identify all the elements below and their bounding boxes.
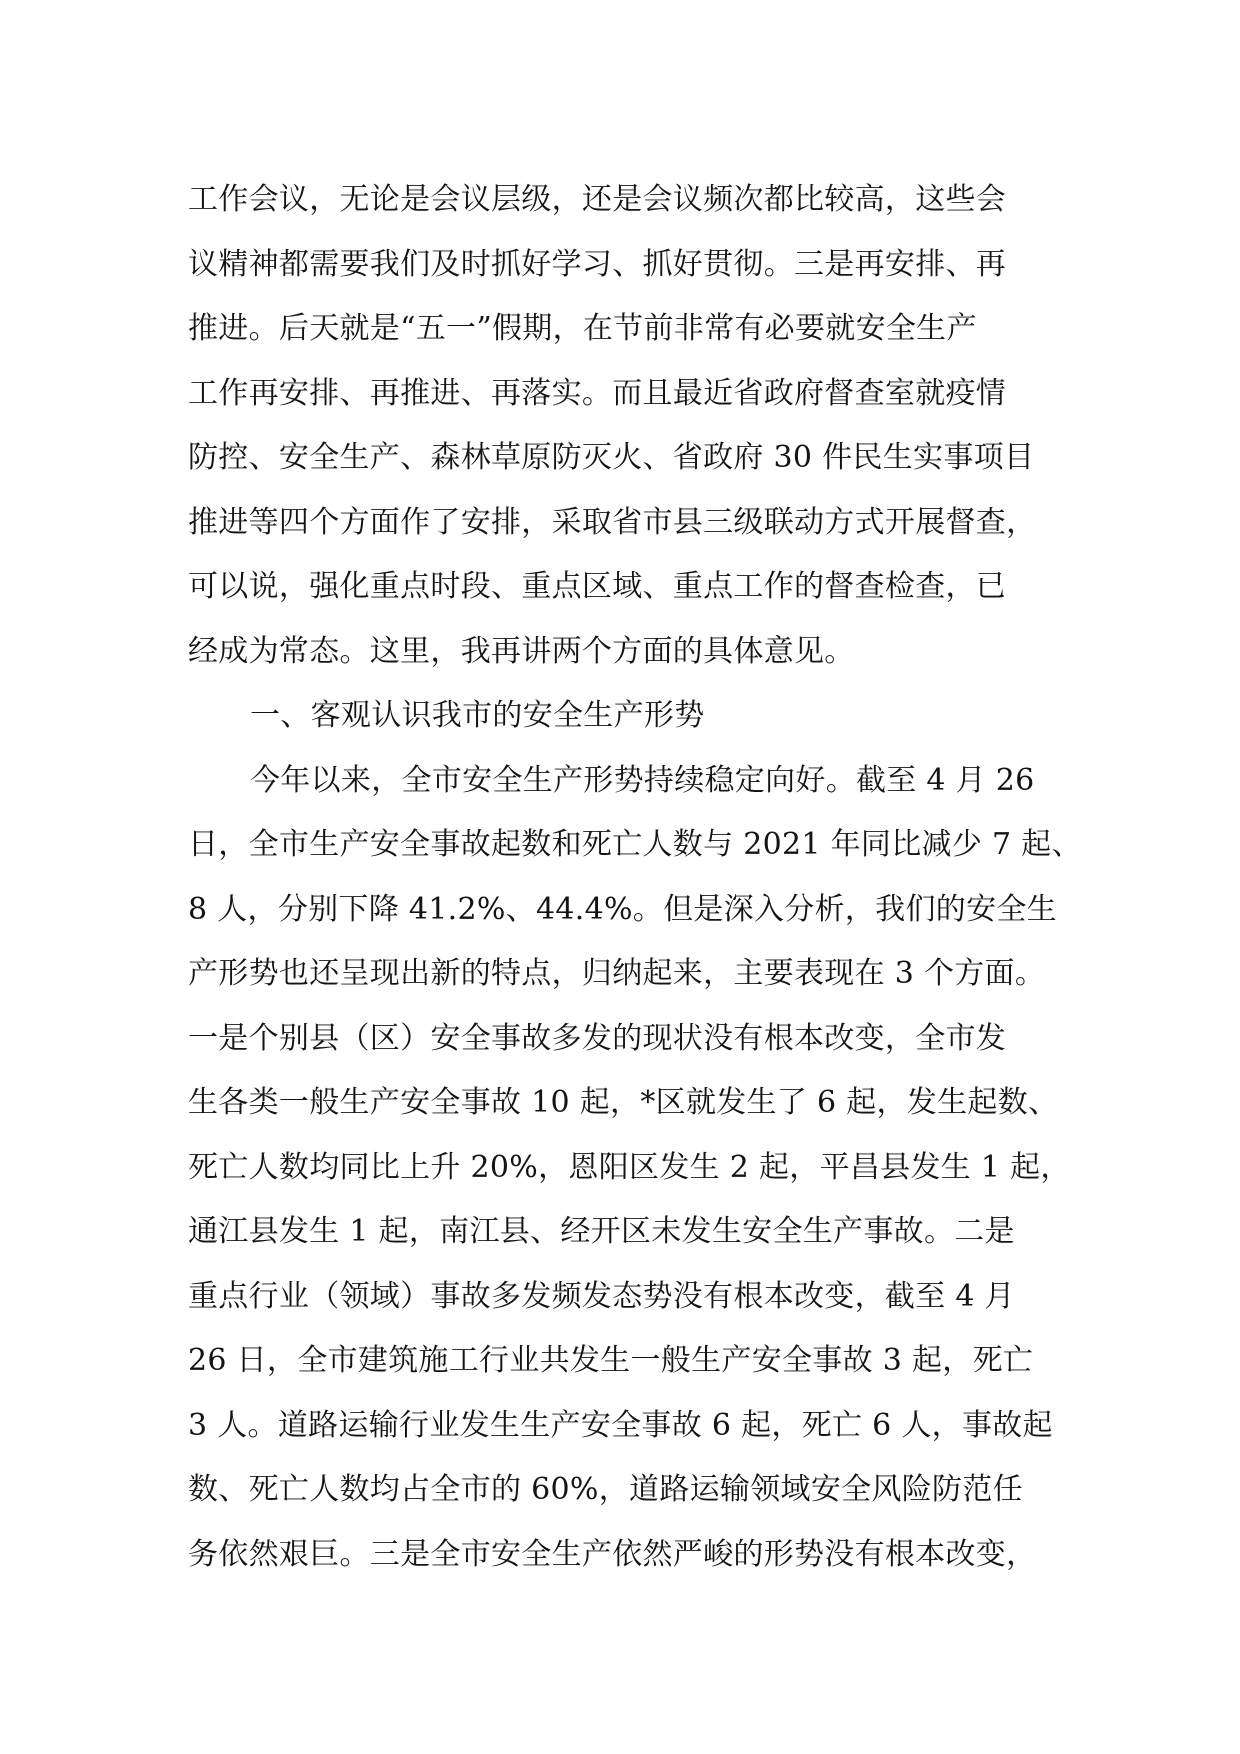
text-line: 工作再安排、再推进、再落实。而且最近省政府督查室就疫情 xyxy=(188,375,1007,411)
text-line: 3 人。道路运输行业发生生产安全事故 6 起，死亡 6 人，事故起 xyxy=(188,1407,1053,1443)
text-line: 产形势也还呈现出新的特点，归纳起来，主要表现在 3 个方面。 xyxy=(188,956,1046,991)
text-line: 日，全市生产安全事故起数和死亡人数与 2021 年同比减少 7 起、 xyxy=(188,827,1082,862)
text-line: 议精神都需要我们及时抓好学习、抓好贯彻。三是再安排、再 xyxy=(188,246,1007,282)
text-line: 可以说，强化重点时段、重点区域、重点工作的督查检查，已 xyxy=(188,569,1007,604)
text-line: 推进。后天就是“五一”假期，在节前非常有必要就安全生产 xyxy=(188,311,977,346)
text-line: 务依然艰巨。三是全市安全生产依然严峻的形势没有根本改变， xyxy=(188,1536,1037,1572)
text-line: 防控、安全生产、森林草原防灭火、省政府 30 件民生实事项目 xyxy=(188,440,1035,475)
document-body xyxy=(188,168,1088,1587)
text-line: 8 人，分别下降 41.2%、44.4%。但是深入分析，我们的安全生 xyxy=(188,891,1057,927)
text-line: 重点行业（领域）事故多发频发态势没有根本改变，截至 4 月 xyxy=(188,1278,1015,1314)
text-line: 死亡人数均同比上升 20%，恩阳区发生 2 起，平昌县发生 1 起， xyxy=(188,1149,1071,1185)
text-line: 经成为常态。这里，我再讲两个方面的具体意见。 xyxy=(188,633,855,669)
text-line: 推进等四个方面作了安排，采取省市县三级联动方式开展督查， xyxy=(188,504,1037,540)
text-line: 一是个别县（区）安全事故多发的现状没有根本改变，全市发 xyxy=(188,1020,1007,1056)
text-line: 通江县发生 1 起，南江县、经开区未发生安全生产事故。二是 xyxy=(188,1214,1015,1249)
paragraph-start-line: 今年以来，全市安全生产形势持续稳定向好。截至 4 月 26 xyxy=(250,762,1035,798)
section-heading: 一、客观认识我市的安全生产形势 xyxy=(250,698,705,733)
text-line: 数、死亡人数均占全市的 60%，道路运输领域安全风险防范任 xyxy=(188,1472,1023,1507)
text-line: 工作会议，无论是会议层级，还是会议频次都比较高，这些会 xyxy=(188,182,1007,217)
text-line: 26 日，全市建筑施工行业共发生一般生产安全事故 3 起，死亡 xyxy=(188,1343,1034,1378)
text-line: 生各类一般生产安全事故 10 起，*区就发生了 6 起，发生起数、 xyxy=(188,1085,1059,1120)
